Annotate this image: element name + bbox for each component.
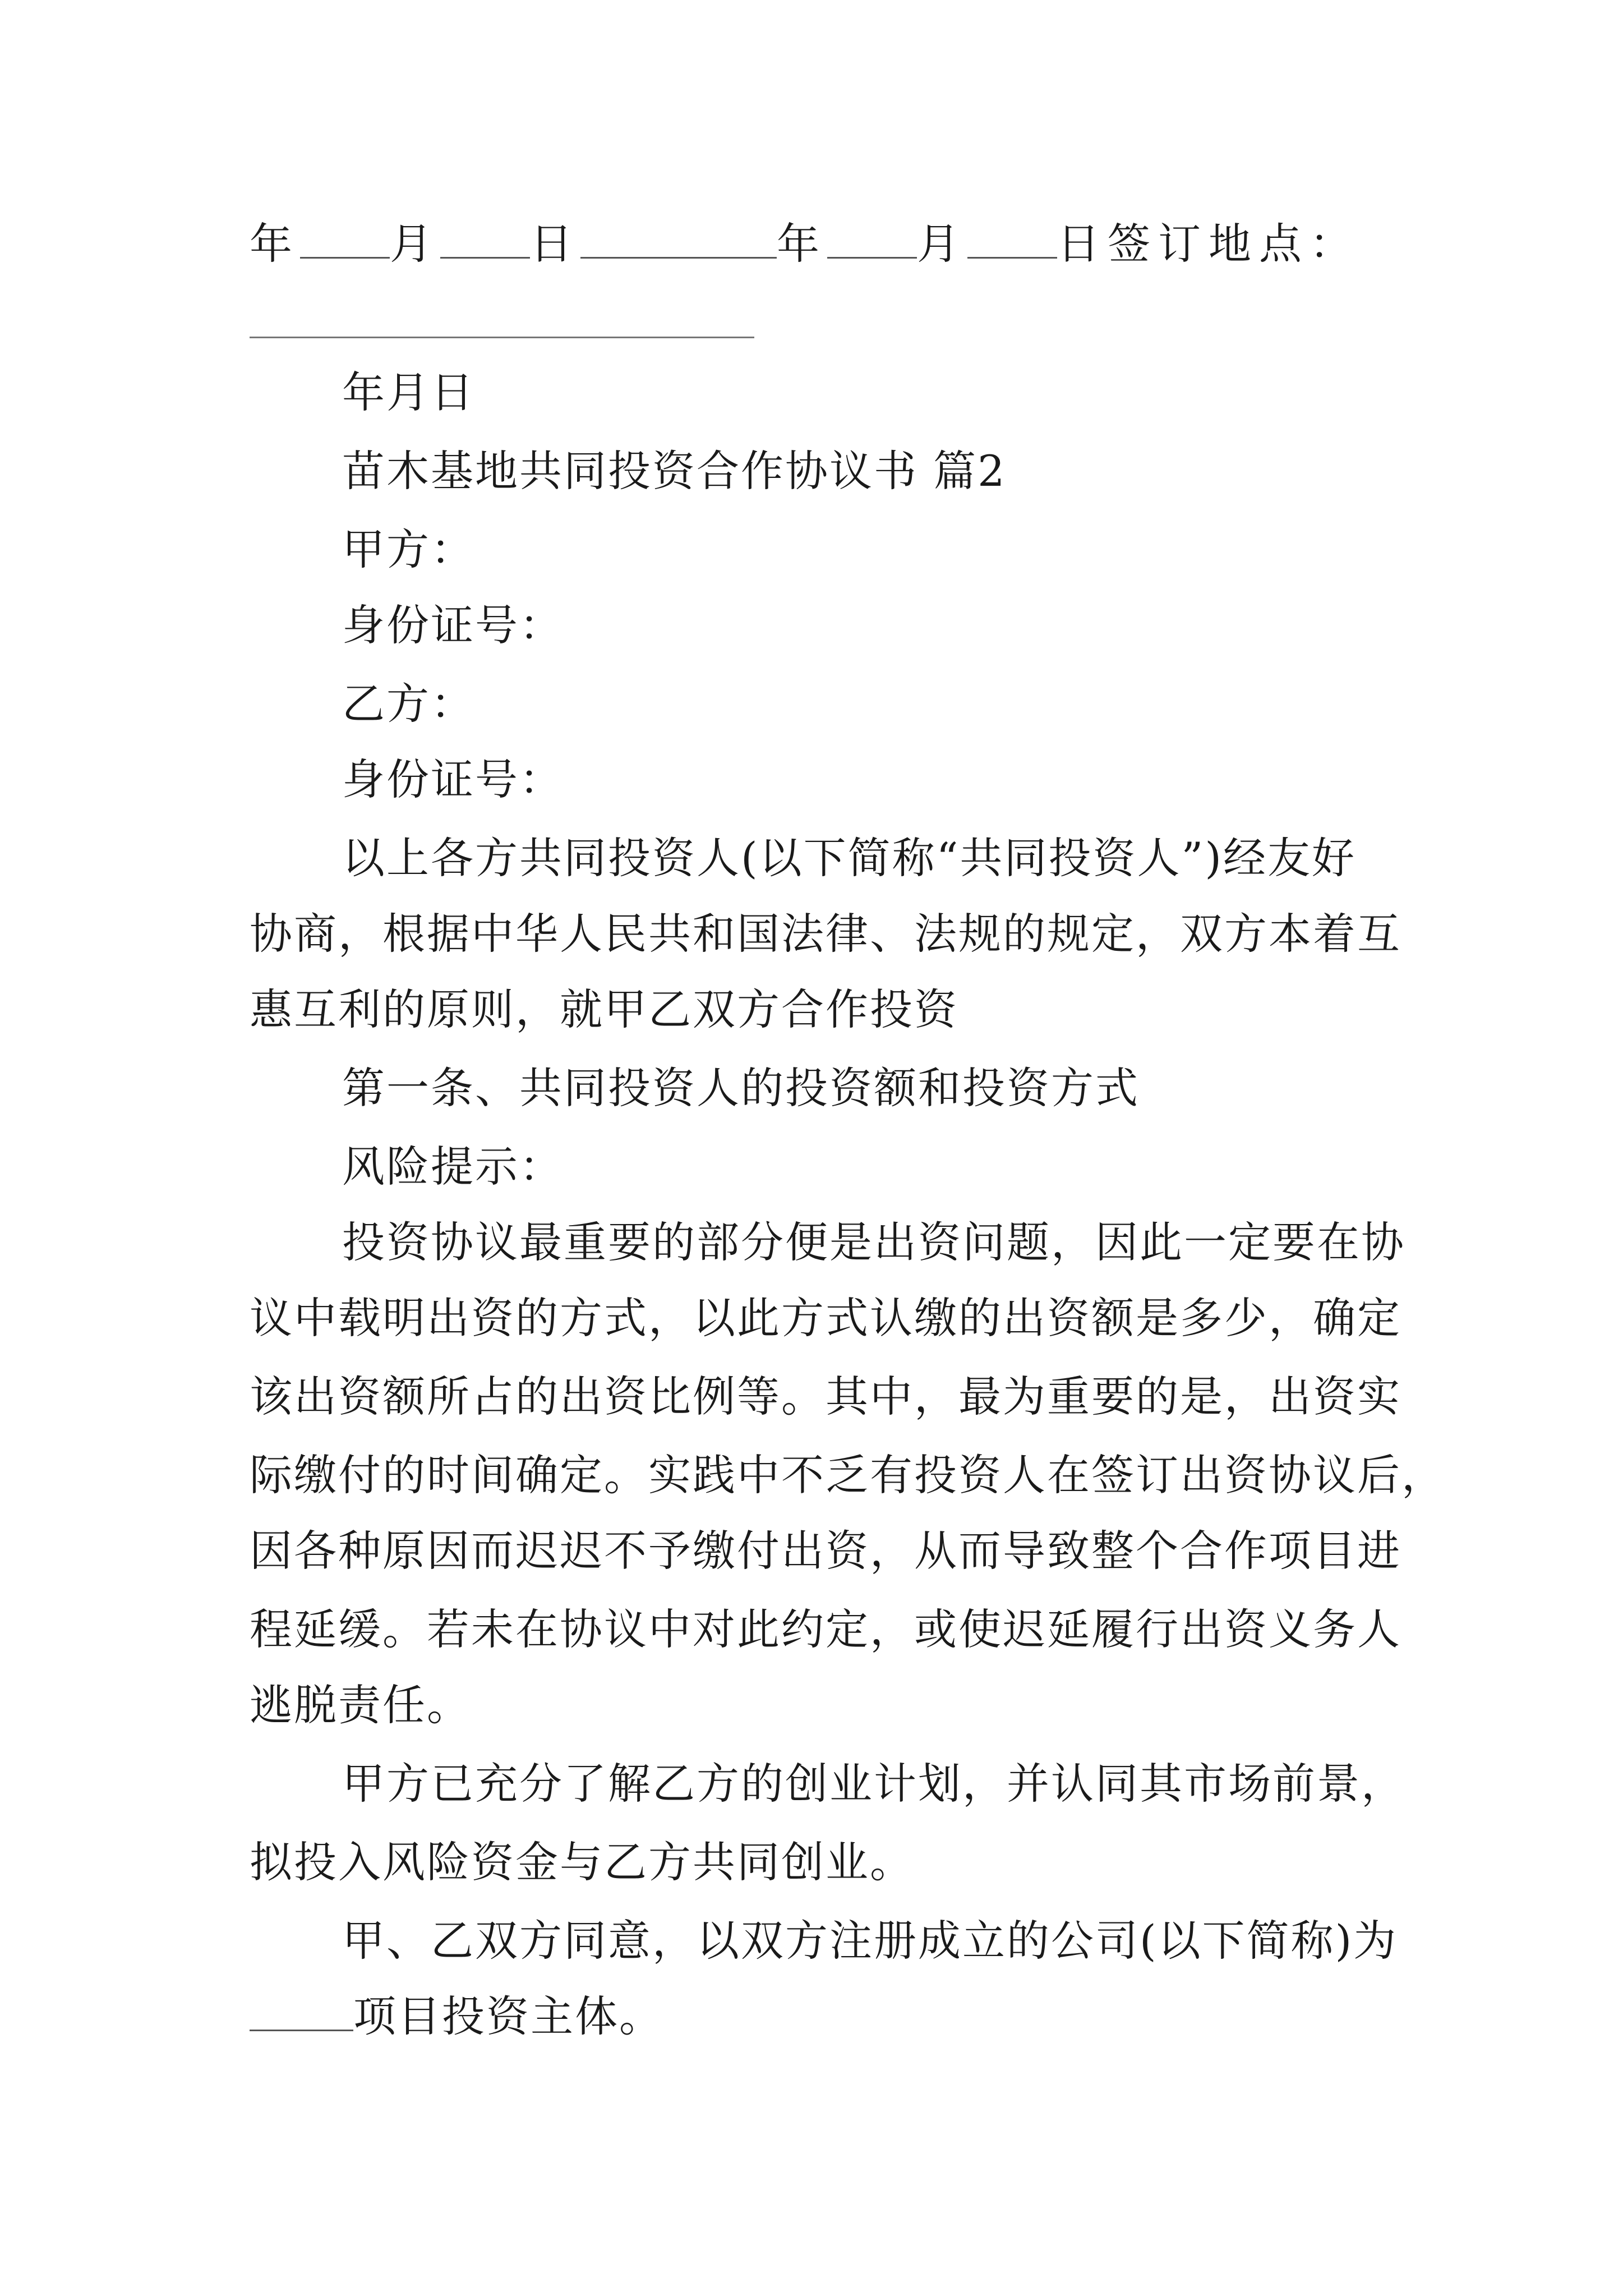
month-blank-1 — [300, 218, 390, 259]
month-label-2: 月 — [917, 219, 967, 269]
understand-line-2: 拟投入风险资金与乙方共同创业。 — [250, 1837, 914, 1887]
risk-text-line-4: 际缴付的时间确定。实践中不乏有投资人在签订出资协议后， — [250, 1450, 1446, 1500]
risk-text-line-7: 逃脱责任。 — [250, 1680, 471, 1730]
risk-text-line-6: 程延缓。若未在协议中对此约定，或使迟延履行出资义务人 — [250, 1604, 1401, 1654]
agree-line-2 — [250, 1989, 663, 2045]
intro-line-1: 以上各方共同投资人(以下简称“共同投资人”)经友好 — [342, 833, 1357, 883]
understand-line-1: 甲方已充分了解乙方的创业计划，并认同其市场前景， — [342, 1759, 1405, 1809]
day-sign-place-label: 日签订地点： — [1057, 219, 1360, 269]
party-b-label: 乙方： — [342, 679, 475, 729]
risk-text-line-2: 议中载明出资的方式，以此方式认缴的出资额是多少，确定 — [250, 1293, 1401, 1343]
signing-place-blank — [250, 337, 754, 338]
agree-line-1: 甲、乙双方同意，以双方注册成立的公司(以下简称)为 — [342, 1916, 1398, 1966]
day-label-1: 日 — [530, 219, 580, 269]
risk-text-line-1: 投资协议最重要的部分便是出资问题，因此一定要在协 — [342, 1217, 1405, 1267]
intro-line-2: 协商，根据中华人民共和国法律、法规的规定，双方本着互 — [250, 909, 1401, 959]
day-blank-2 — [967, 218, 1057, 259]
article1-title: 第一条、共同投资人的投资额和投资方式 — [342, 1063, 1140, 1113]
year-label-2: 年 — [777, 219, 827, 269]
month-label-1: 月 — [390, 219, 440, 269]
date-placeholder: 年月日 — [342, 367, 475, 417]
party-a-label: 甲方： — [342, 524, 475, 574]
risk-label: 风险提示： — [342, 1142, 564, 1191]
year-label-1: 年 — [250, 219, 300, 269]
agree-line-2-suffix: 项目投资主体。 — [353, 1991, 663, 2041]
section-title: 苗木基地共同投资合作协议书 篇2 — [342, 446, 1007, 496]
risk-text-line-3: 该出资额所占的出资比例等。其中，最为重要的是，出资实 — [250, 1372, 1401, 1421]
risk-text-line-5: 因各种原因而迟迟不予缴付出资，从而导致整个合作项目进 — [250, 1526, 1401, 1576]
intro-line-3: 惠互利的原则，就甲乙双方合作投资 — [250, 984, 958, 1034]
signing-date-line — [250, 216, 1360, 272]
month-blank-2 — [827, 218, 917, 259]
party-b-id-label: 身份证号： — [342, 754, 564, 804]
day-blank-1 — [440, 218, 530, 259]
year-blank-2 — [580, 218, 777, 259]
party-a-id-label: 身份证号： — [342, 600, 564, 650]
project-name-blank — [250, 1990, 353, 2031]
